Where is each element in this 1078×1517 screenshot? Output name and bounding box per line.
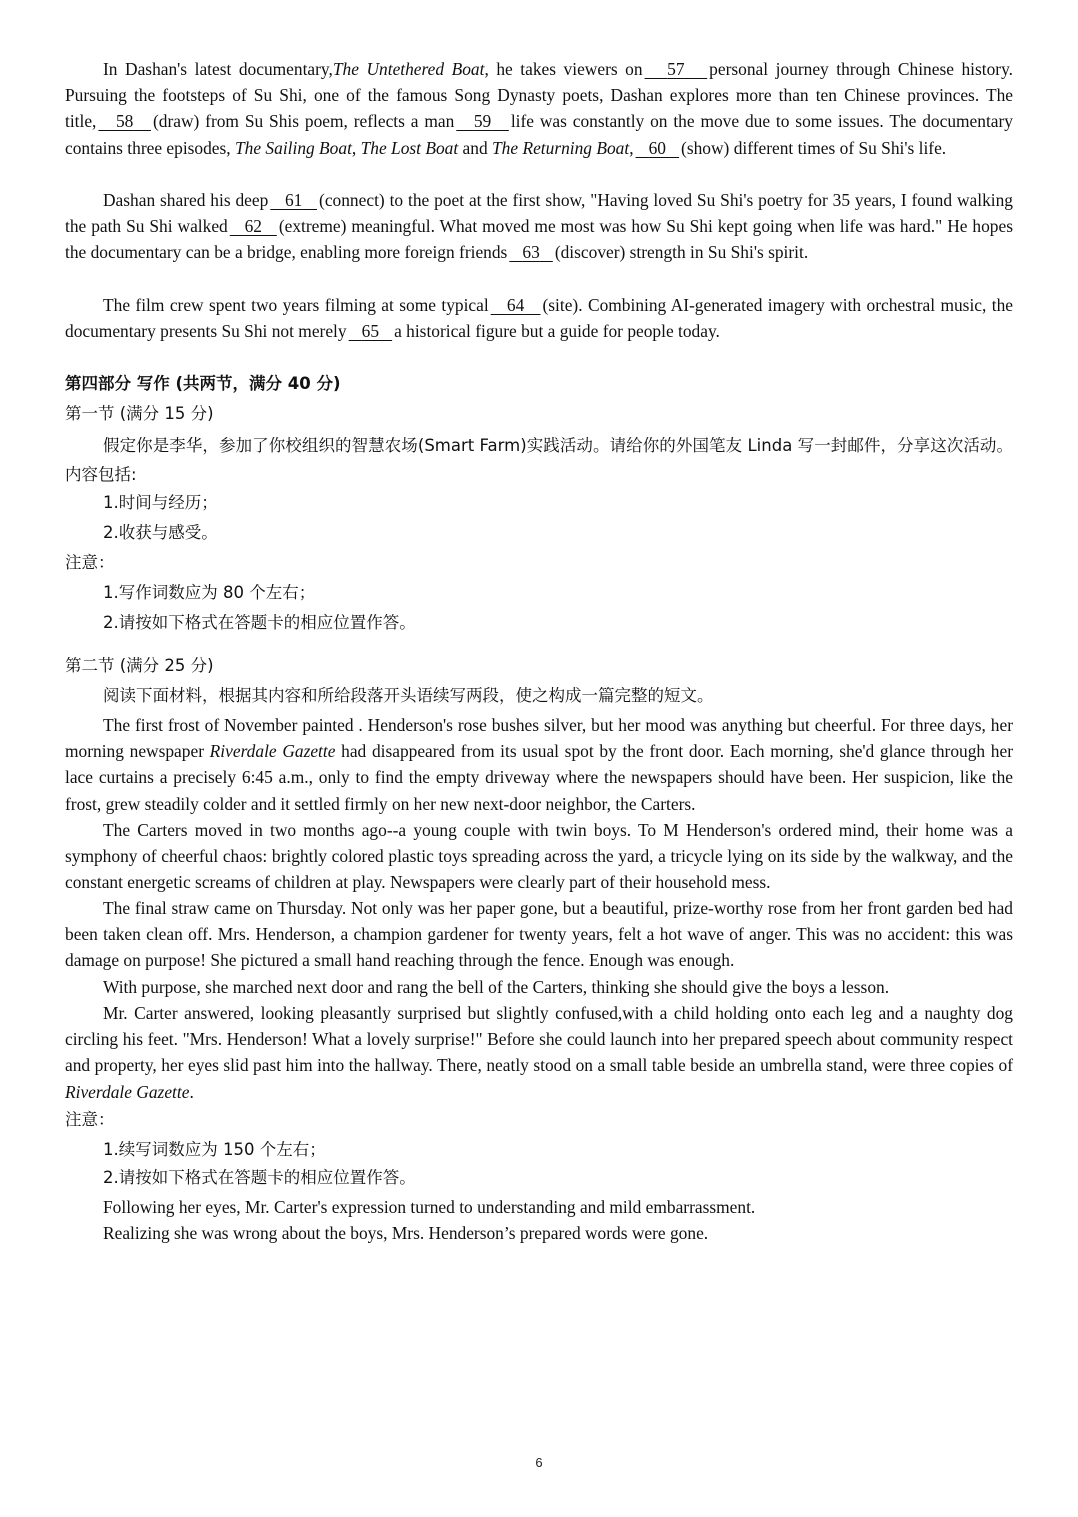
section1-prompt: 假定你是李华，参加了你校组织的智慧农场(Smart Farm)实践活动。请给你的外国笔友 Linda 写一封邮件，分享这次活动。内容包括: bbox=[65, 436, 1013, 484]
text-span: In Dashan's latest documentary, bbox=[103, 59, 333, 79]
text-span: had disappeared from its usual spot by the front door. Each morning, she'd glance through her lace curtains a precisely 6:45 a.m., only to find the empty driveway where the newspapers should have been. Her suspicion, like the frost, grew steadily colder and it settled firmly on her new next-door neighbor, the Carters. bbox=[65, 741, 1013, 814]
text-span: (extreme) meaningful. What moved me most was how Su Shi kept going when life was hard." He hopes the documentary can be a bridge, enabling more foreign friends bbox=[65, 216, 1013, 263]
blank-59: 59 bbox=[473, 111, 492, 132]
section2-note: 2.请按如下格式在答题卡的相应位置作答。 bbox=[103, 1168, 416, 1187]
text-span: (site). Combining AI-generated imagery with orchestral music, the documentary presents Su Shi not merely bbox=[65, 295, 1013, 342]
blank-63: 63 bbox=[522, 242, 540, 263]
episode-title: The Sailing Boat bbox=[235, 137, 352, 158]
passage-paragraph-3 bbox=[65, 292, 1013, 344]
text-span: (connect) to the poet at the first show, "Having loved Su Shi's poetry for 35 years, I found walking the path Su Shi walked bbox=[65, 190, 1013, 237]
blank-62: 62 bbox=[244, 216, 262, 237]
blank-65: 65 bbox=[361, 321, 380, 342]
text-span: , bbox=[351, 137, 361, 158]
story-paragraph-4 bbox=[65, 974, 1013, 1000]
section1-item: 2.收获与感受。 bbox=[103, 523, 218, 542]
section2-prompt: 阅读下面材料，根据其内容和所给段落开头语续写两段，使之构成一篇完整的短文。 bbox=[103, 686, 714, 705]
text-span: The Carters moved in two months ago--a young couple with twin boys. To M Henderson's ordered mind, their home was a symphony of cheerful chaos: brightly colored plastic toys spreading across the yard, a tricycle lying on its side by the walkway, and the constant energetic screams of children at play. Newspapers were clearly part of their household mess. bbox=[65, 820, 1013, 893]
text-span: The first frost of November painted . Henderson's rose bushes silver, but her mood was anything but cheerful. For three days, her morning newspaper bbox=[65, 715, 1013, 762]
episode-title: The Lost Boat bbox=[360, 137, 459, 158]
blank-57: 57 bbox=[667, 59, 685, 79]
story-paragraph-3 bbox=[65, 895, 1013, 974]
part4-heading: 第四部分 写作 (共两节，满分 40 分) bbox=[65, 374, 341, 393]
documentary-title: The Untethered Boat bbox=[332, 59, 485, 79]
episode-title: The Returning Boat bbox=[492, 137, 630, 158]
newspaper-title: Riverdale Gazette bbox=[209, 741, 336, 762]
text-span: . bbox=[189, 1081, 194, 1102]
section1-item: 1.时间与经历； bbox=[103, 493, 218, 512]
page-number: 6 bbox=[535, 1455, 543, 1470]
text-span: and bbox=[458, 137, 493, 158]
text-span: The film crew spent two years filming at some typical bbox=[103, 295, 489, 315]
text-span: With purpose, she marched next door and rang the bell of the Carters, thinking she should give the boys a lesson. bbox=[103, 977, 890, 997]
story-paragraph-5 bbox=[65, 1000, 1013, 1105]
text-span: (show) different times of Su Shi's life. bbox=[681, 137, 947, 158]
text-span: Dashan shared his deep bbox=[103, 190, 269, 210]
story-paragraph-2 bbox=[65, 817, 1013, 896]
section2-note: 1.续写词数应为 150 个左右； bbox=[103, 1140, 326, 1159]
text-span: personal journey through Chinese history. Pursuing the footsteps of Su Shi, one of the famous Song Dynasty poets, Dashan explores more than ten Chinese provinces. The title, bbox=[65, 59, 1013, 132]
section1-title: 第一节 (满分 15 分) bbox=[65, 404, 214, 423]
passage-paragraph-2 bbox=[65, 187, 1013, 266]
newspaper-title: Riverdale Gazette bbox=[65, 1081, 190, 1102]
section1-note: 1.写作词数应为 80 个左右； bbox=[103, 583, 316, 602]
paragraph-opener: Following her eyes, Mr. Carter's expression turned to understanding and mild embarrassment. bbox=[103, 1197, 756, 1217]
text-span: The final straw came on Thursday. Not only was her paper gone, but a beautiful, prize-worthy rose from her front garden bed had been taken clean off. Mrs. Henderson, a champion gardener for twenty years, felt a hot wave of anger. This was no accident: this was damage on purpose! She pictured a small hand reaching through the fence. Enough was enough. bbox=[65, 898, 1013, 971]
blank-64: 64 bbox=[506, 295, 525, 315]
text-span: Mr. Carter answered, looking pleasantly surprised but slightly confused,with a child holding onto each leg and a naughty dog circling his feet. "Mrs. Henderson! What a lovely surprise!" Before she could launch into her prepared speech about community respect and property, her eyes slid past him into the hallway. There, neatly stood on a small table beside an umbrella stand, were three copies of bbox=[65, 1003, 1013, 1076]
text-span: , he takes viewers on bbox=[484, 59, 643, 79]
blank-61: 61 bbox=[284, 190, 303, 210]
blank-60: 60 bbox=[648, 137, 666, 158]
section2-note-label: 注意： bbox=[65, 1110, 115, 1129]
section2-title: 第二节 (满分 25 分) bbox=[65, 656, 214, 675]
story-paragraph-1 bbox=[65, 712, 1013, 817]
section1-note: 2.请按如下格式在答题卡的相应位置作答。 bbox=[103, 613, 416, 632]
text-span: (discover) strength in Su Shi's spirit. bbox=[554, 242, 809, 263]
text-span: life was constantly on the move due to some issues. The documentary contains three episodes, bbox=[65, 111, 1013, 158]
text-span: , bbox=[629, 137, 634, 158]
passage-paragraph-1 bbox=[65, 56, 1013, 161]
text-span: a historical figure but a guide for people today. bbox=[394, 321, 720, 342]
section1-note-label: 注意： bbox=[65, 553, 115, 572]
text-span: (draw) from Su Shis poem, reflects a man bbox=[152, 111, 455, 132]
blank-58: 58 bbox=[115, 111, 134, 132]
paragraph-opener: Realizing she was wrong about the boys, Mrs. Henderson’s prepared words were gone. bbox=[103, 1223, 709, 1243]
